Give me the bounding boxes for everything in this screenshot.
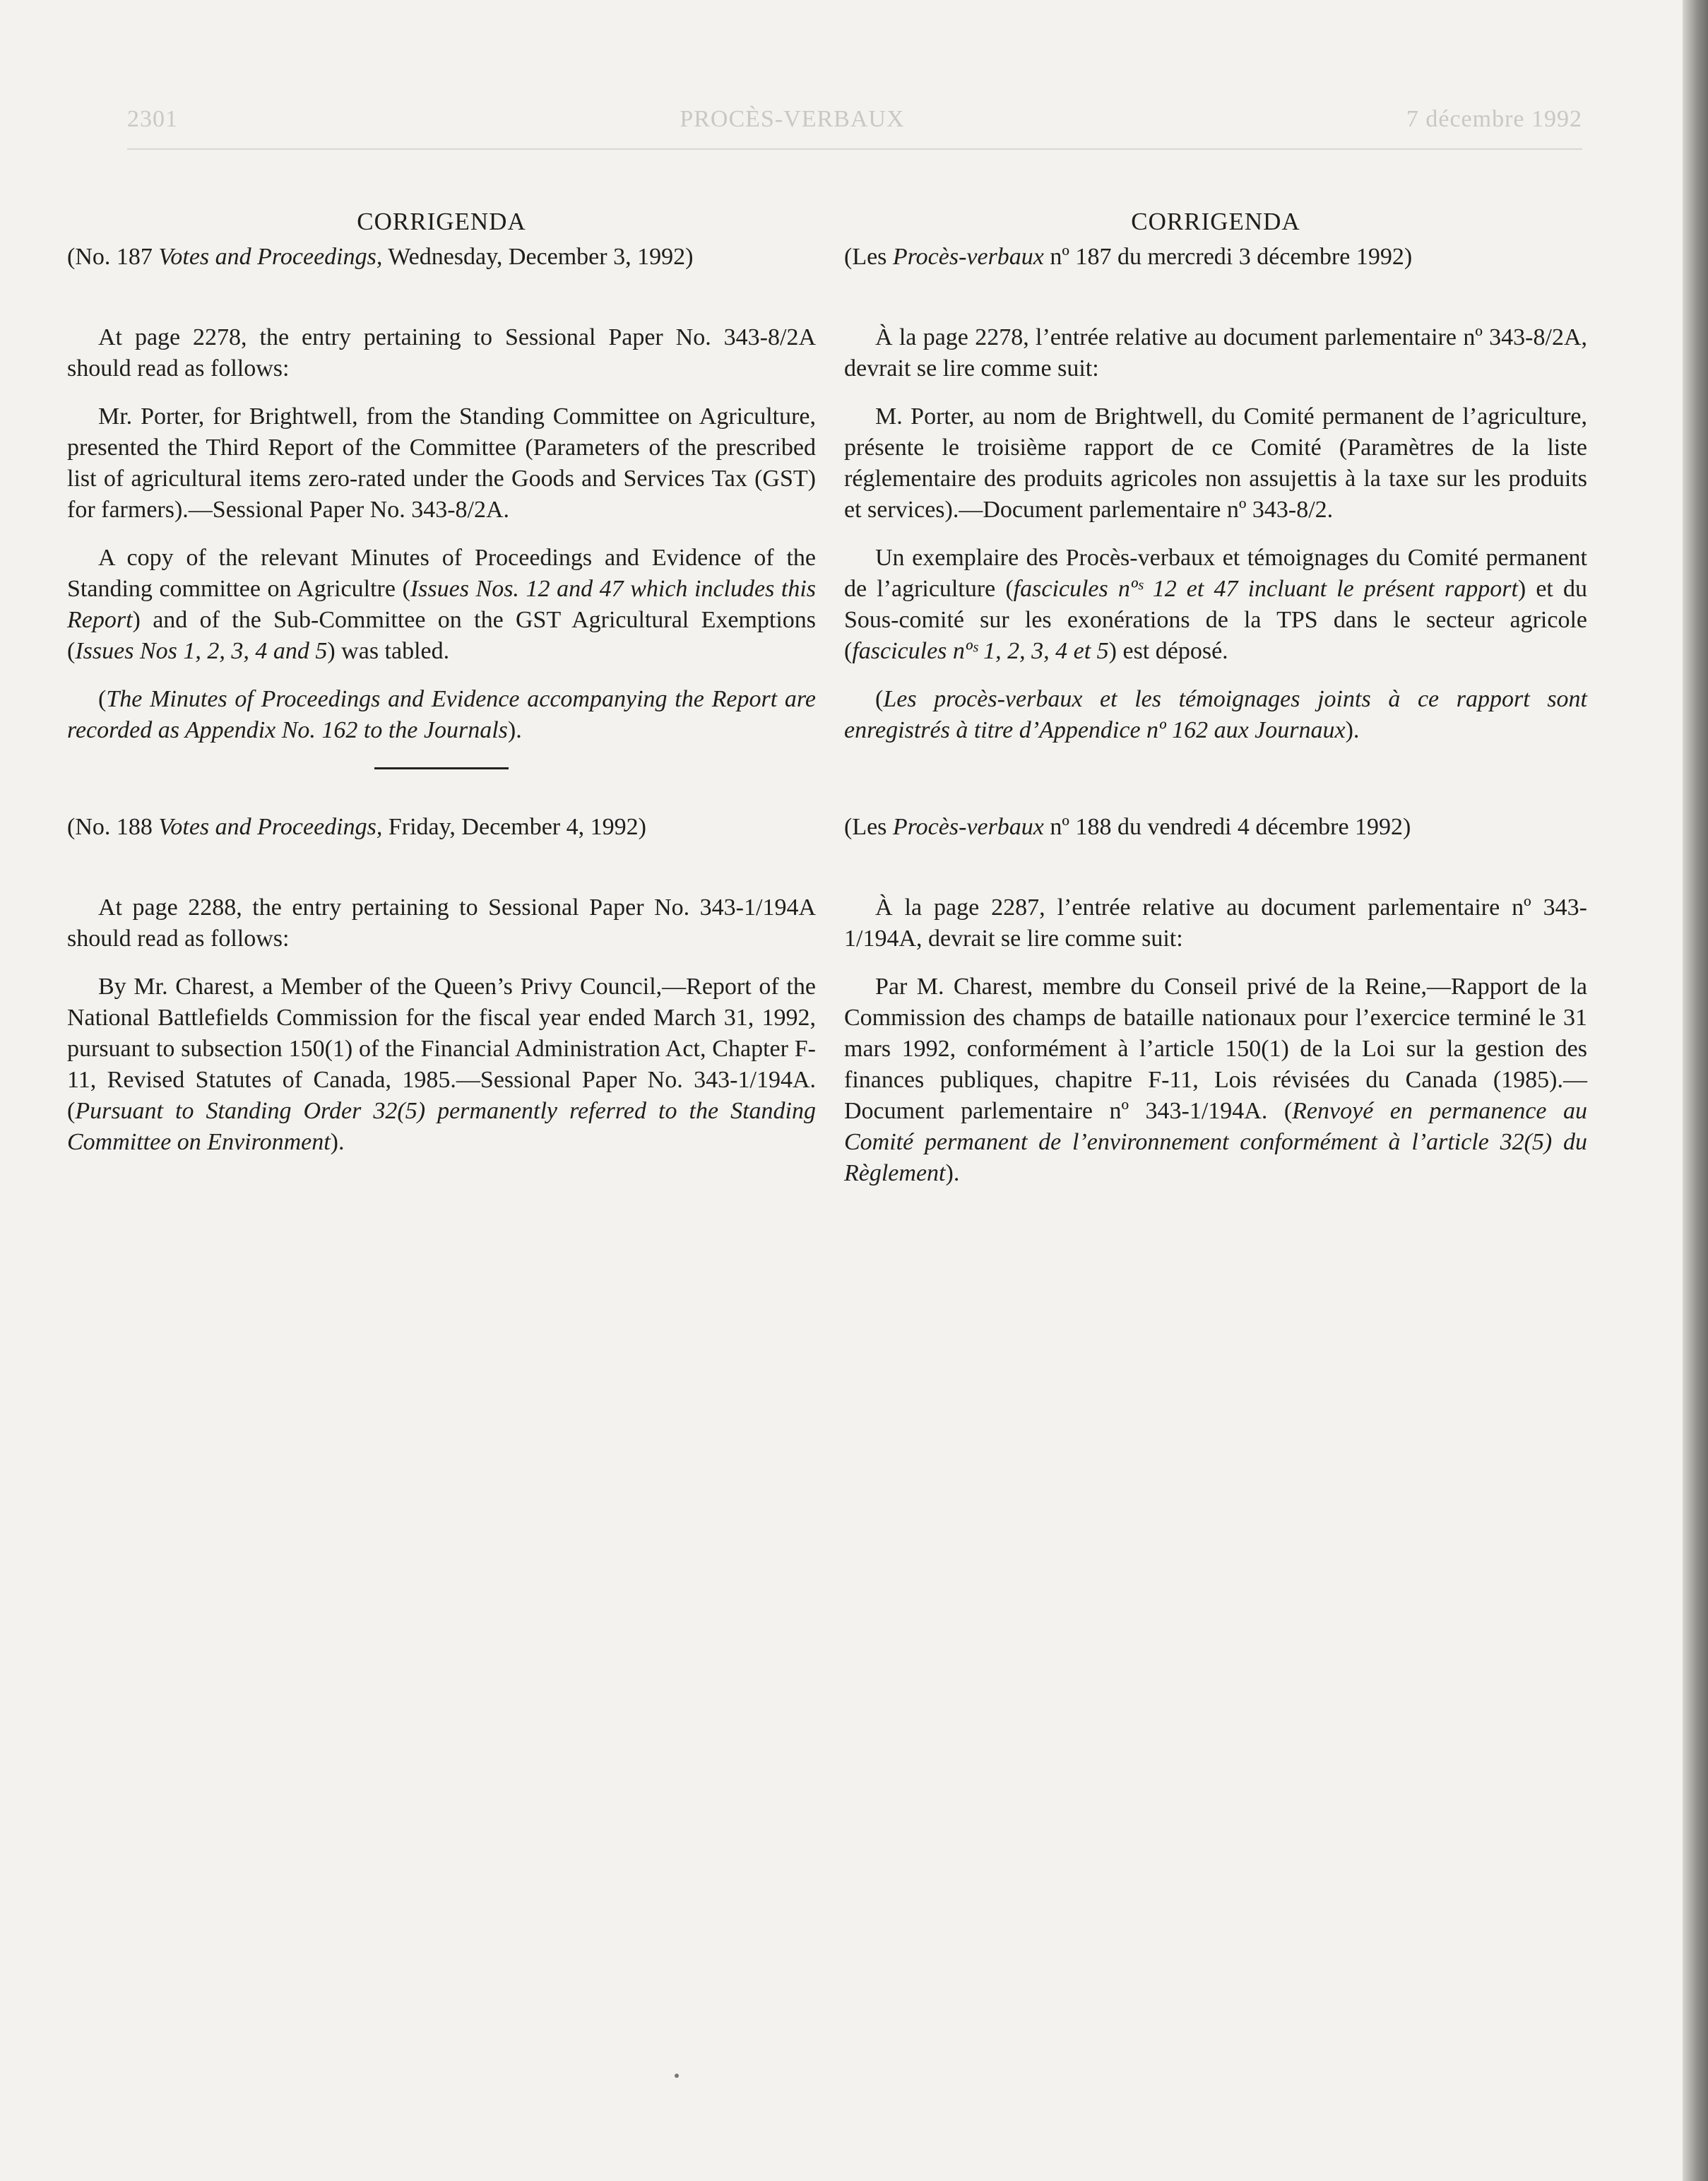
reference-188-en	[67, 812, 816, 843]
copy-paragraph-en	[67, 543, 816, 667]
body-text: ).	[945, 1160, 960, 1186]
ref-text: (No. 188	[67, 814, 159, 840]
body-paragraph-fr-1: M. Porter, au nom de Brightwell, du Comité permanent de l’agriculture, présente le troisième rapport de ce Comité (Paramètres de la liste réglementaire des produits agricoles non assujettis à la taxe sur les produits et services).—Document parlementaire nº 343-8/2.	[844, 403, 1587, 523]
body-text: ).	[330, 1129, 345, 1155]
copy-paragraph-fr	[844, 543, 1587, 667]
bleed-through-header	[127, 106, 1582, 133]
copy-text: ) was tabled.	[327, 638, 450, 664]
note-italic: The Minutes of Proceedings and Evidence accompanying the Report are recorded as Appendix No. 162 to the Journals	[67, 686, 816, 743]
ref-italic: Procès-verbaux	[892, 244, 1044, 270]
note-text: ).	[1345, 717, 1360, 743]
ref-text: (No. 187	[67, 244, 159, 270]
ref-italic: Procès-verbaux	[892, 814, 1044, 840]
body-text: Par M. Charest, membre du Conseil privé de la Reine,—Rapport de la Commission des champs de bataille nationaux pour l’exercice terminé le 31 mars 1992, conformément à l’article 150(1) de la Loi sur la gestion des finances publiques, chapitre F-11, Lois révisées du Canada (1985).—Document parlementaire nº 343-1/194A. (	[844, 974, 1587, 1124]
ref-text: (Les	[844, 244, 893, 270]
note-text: ).	[507, 717, 522, 743]
ref-text: (Les	[844, 814, 893, 840]
copy-text: ) et du Sous-comité sur les exonérations de la TPS dans le secteur agricole (	[844, 576, 1587, 664]
copy-italic: fascicules nºˢ 1, 2, 3, 4 et 5	[852, 638, 1109, 664]
intro-paragraph-fr-2: À la page 2287, l’entrée relative au document parlementaire nº 343-1/194A, devrait se lire comme suit:	[844, 894, 1587, 952]
bleed-header-date: 7 décembre 1992	[1406, 106, 1582, 132]
ref-text: nº 187 du mercredi 3 décembre 1992)	[1043, 244, 1413, 270]
bleed-page-number: 2301	[127, 106, 178, 132]
body-italic: Pursuant to Standing Order 32(5) permanently referred to the Standing Committee on Environment	[67, 1098, 816, 1155]
ref-italic: Votes and Proceedings,	[158, 814, 383, 840]
ref-text: nº 188 du vendredi 4 décembre 1992)	[1043, 814, 1411, 840]
body-paragraph-en-1: Mr. Porter, for Brightwell, from the Standing Committee on Agriculture, presented the Third Report of the Committee (Parameters of the prescribed list of agricultural items zero-rated under the Goods and Services Tax (GST) for farmers).—Sessional Paper No. 343-8/2A.	[67, 403, 816, 523]
page-binding-edge	[1683, 0, 1708, 2181]
intro-paragraph-en-2: At page 2288, the entry pertaining to Sessional Paper No. 343-1/194A should read as follows:	[67, 894, 816, 952]
copy-italic: fascicules nºˢ 12 et 47 incluant le présent rapport	[1013, 576, 1518, 602]
bleed-header-title: PROCÈS-VERBAUX	[680, 106, 905, 132]
bleed-header-rule	[127, 148, 1582, 150]
copy-text: ) est déposé.	[1108, 638, 1228, 664]
intro-paragraph-en-1: At page 2278, the entry pertaining to Sessional Paper No. 343-8/2A should read as follows:	[67, 324, 816, 382]
section-separator-en	[374, 767, 509, 769]
reference-187-en	[67, 242, 816, 273]
ref-text: Wednesday, December 3, 1992)	[382, 244, 694, 270]
body-paragraph-fr-2	[844, 971, 1587, 1189]
body-text: By Mr. Charest, a Member of the Queen’s Privy Council,—Report of the National Battlefields Commission for the fiscal year ended March 31, 1992, pursuant to subsection 150(1) of the Financial Administration Act, Chapter F-11, Revised Statutes of Canada, 1985.—Sessional Paper No. 343-1/194A. (	[67, 974, 816, 1124]
reference-188-fr	[844, 812, 1587, 843]
corrigenda-heading-en: CORRIGENDA	[357, 208, 526, 235]
copy-italic: Issues Nos. 12 and 47 which includes this Report	[67, 576, 816, 633]
body-paragraph-en-2	[67, 971, 816, 1158]
intro-paragraph-fr-1: À la page 2278, l’entrée relative au document parlementaire nº 343-8/2A, devrait se lire comme suit:	[844, 324, 1587, 382]
french-column	[844, 206, 1587, 1206]
ref-text: Friday, December 4, 1992)	[382, 814, 646, 840]
reference-187-fr	[844, 242, 1587, 273]
copy-text: ) and of the Sub-Committee on the GST Agricultural Exemptions (	[67, 607, 816, 664]
ref-italic: Votes and Proceedings,	[158, 244, 383, 270]
page-speck	[675, 2074, 679, 2078]
copy-text: A copy of the relevant Minutes of Proceedings and Evidence of the Standing committee on Agricultre (	[67, 545, 816, 602]
note-text: (	[98, 686, 107, 712]
appendix-note-fr	[844, 684, 1587, 746]
note-italic: Les procès-verbaux et les témoignages joints à ce rapport sont enregistrés à titre d’Appendice nº 162 aux Journaux	[844, 686, 1587, 743]
note-text: (	[875, 686, 884, 712]
corrigenda-heading-fr: CORRIGENDA	[1131, 208, 1300, 235]
english-column	[67, 206, 816, 1175]
copy-text: Un exemplaire des Procès-verbaux et témoignages du Comité permanent de l’agriculture (	[844, 545, 1587, 602]
appendix-note-en	[67, 684, 816, 746]
copy-italic: Issues Nos 1, 2, 3, 4 and 5	[75, 638, 328, 664]
body-italic: Renvoyé en permanence au Comité permanent de l’environnement conformément à l’article 32(5) du Règlement	[844, 1098, 1587, 1186]
